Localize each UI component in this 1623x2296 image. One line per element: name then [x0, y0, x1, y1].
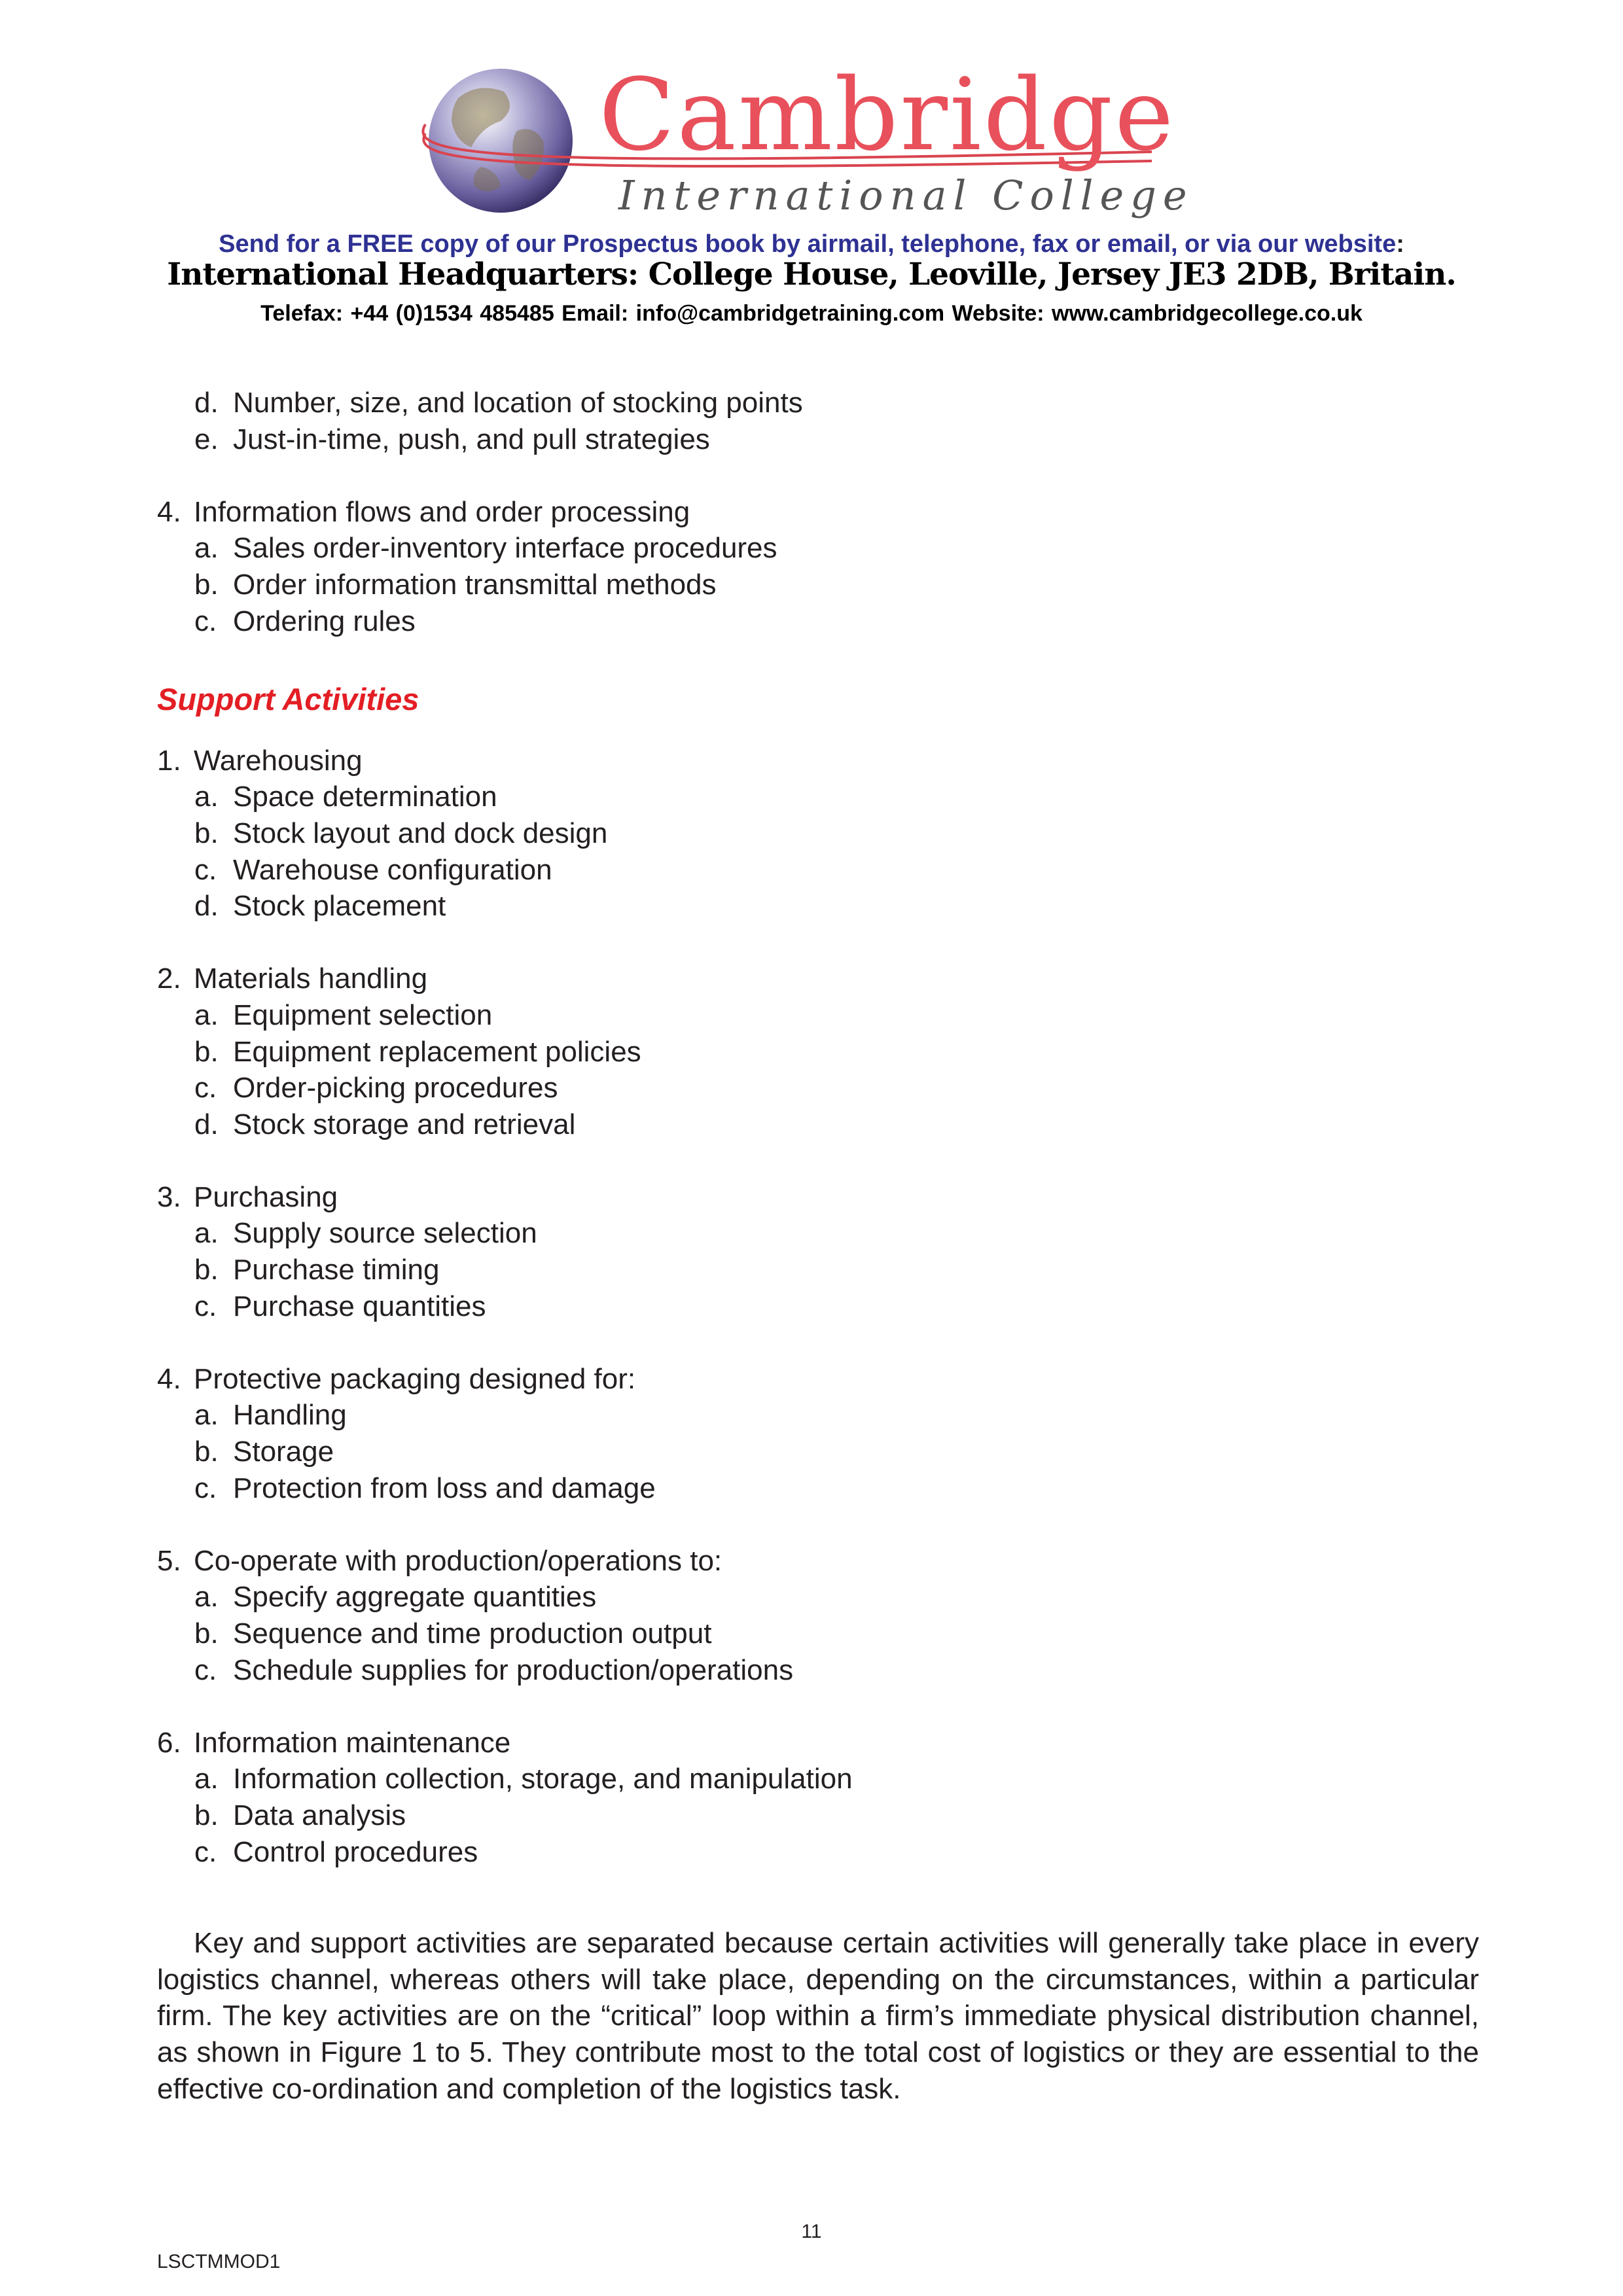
prospectus-colon: :: [1396, 230, 1404, 258]
list-item: c. Schedule supplies for production/operations: [194, 1653, 794, 1686]
list-item: d. Stock placement: [194, 890, 446, 923]
list-item: d. Number, size, and location of stocking points: [194, 387, 803, 419]
list-item: b. Equipment replacement policies: [194, 1035, 641, 1068]
list-item: a. Specify aggregate quantities: [194, 1581, 597, 1614]
list-item: a. Equipment selection: [194, 998, 493, 1031]
logo-name: Cambridge: [599, 57, 1176, 173]
logo-subtitle: International College: [618, 171, 1194, 219]
page-content: [157, 385, 1479, 2136]
list-item: e. Just-in-time, push, and pull strategies: [194, 423, 710, 455]
list-item: b. Data analysis: [194, 1799, 406, 1831]
list-item: c. Ordering rules: [194, 605, 416, 637]
list-item: c. Warehouse configuration: [194, 853, 552, 886]
list-item: b. Sequence and time production output: [194, 1617, 712, 1650]
prospectus-line: [0, 230, 1623, 258]
list-item: b. Purchase timing: [194, 1254, 440, 1286]
list-item: a. Sales order-inventory interface procedures: [194, 532, 777, 565]
list-heading: 6. Information maintenance: [157, 1726, 511, 1759]
list-item: d. Stock storage and retrieval: [194, 1108, 576, 1140]
college-logo: [0, 0, 1623, 236]
list-item: b. Stock layout and dock design: [194, 817, 608, 849]
list-heading: 4. Protective packaging designed for:: [157, 1362, 636, 1395]
list-heading: 5. Co-operate with production/operations to:: [157, 1544, 722, 1577]
contact-details: Telefax: +44 (0)1534 485485 Email: info@cambridgetraining.com Website: www.cambridgecollege.co.uk: [260, 301, 1363, 326]
list-item: c. Protection from loss and damage: [194, 1472, 656, 1504]
list-item: c. Order-picking procedures: [194, 1072, 558, 1104]
list-item: a. Handling: [194, 1399, 347, 1432]
list-heading: 4. Information flows and order processing: [157, 495, 690, 528]
list-item: c. Purchase quantities: [194, 1290, 486, 1322]
body-paragraph: Key and support activities are separated because certain activities will generally take place in every logistics channel, whereas others will take place, depending on the circumstances, within a particular firm. The key activities are on the “critical” loop within a firm’s immediate physical distribution channel, as shown in Figure 1 to 5. They contribute most to the total cost of logistics or they are essential to the effective co-ordination and completion of the logistics task.: [157, 1927, 1479, 2105]
list-heading: 2. Materials handling: [157, 963, 428, 995]
headquarters-address: International Headquarters: College House, Leoville, Jersey JE3 2DB, Britain.: [167, 256, 1456, 292]
list-item: a. Space determination: [194, 781, 497, 813]
list-item: b. Storage: [194, 1436, 334, 1468]
section-heading: Support Activities: [157, 682, 419, 717]
globe-icon: [429, 69, 573, 213]
list-heading: 3. Purchasing: [157, 1180, 338, 1213]
list-item: a. Information collection, storage, and manipulation: [194, 1763, 853, 1795]
document-code: LSCTMMOD1: [157, 2251, 281, 2272]
list-item: b. Order information transmittal methods: [194, 568, 717, 601]
list-heading: 1. Warehousing: [157, 744, 363, 777]
prospectus-text: Send for a FREE copy of our Prospectus book by airmail, telephone, fax or email, or via our website: [219, 230, 1397, 258]
list-item: a. Supply source selection: [194, 1217, 537, 1250]
list-item: c. Control procedures: [194, 1835, 478, 1868]
page-number: 11: [801, 2221, 822, 2242]
